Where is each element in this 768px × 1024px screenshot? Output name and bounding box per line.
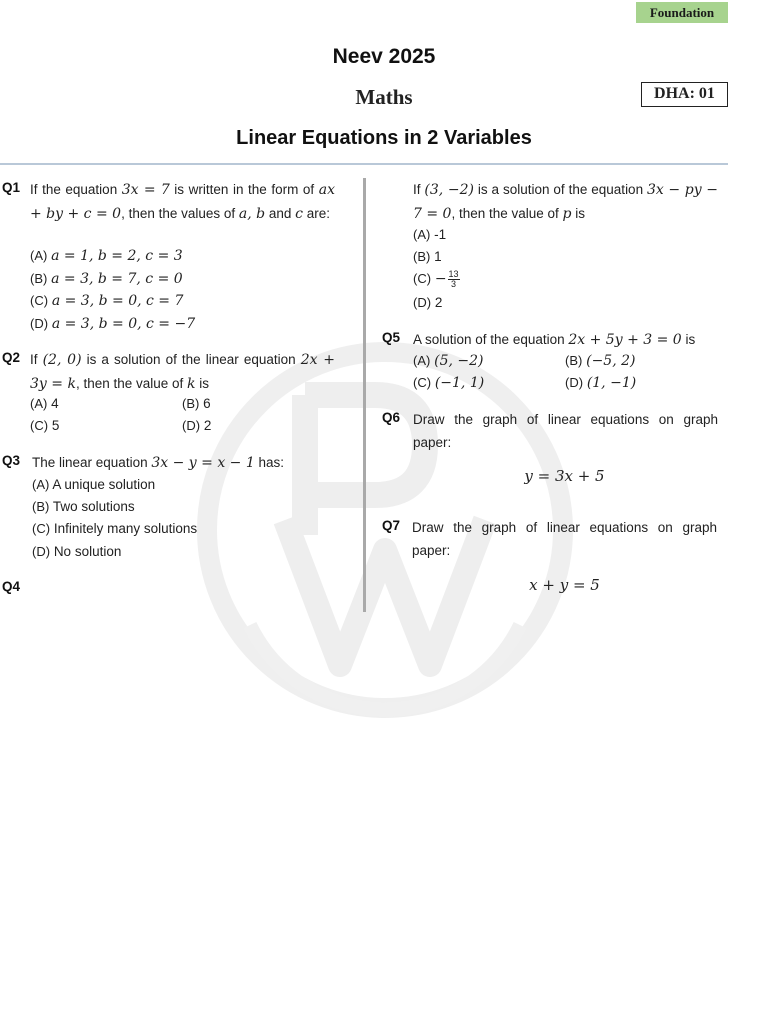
question-text: Draw the graph of linear equations on graph paper:	[413, 412, 718, 450]
question-4	[413, 180, 718, 315]
page-title: Neev 2025	[332, 45, 436, 68]
option-b: (B) 6	[182, 396, 211, 411]
header-divider	[0, 163, 728, 165]
question-text: If the equation 3x = 7 is written in the form of ax + by + c = 0, then the values of a, b and c are:	[30, 182, 335, 222]
option-a: (A) -1	[413, 227, 447, 242]
option-a: (A) A unique solution	[32, 477, 156, 492]
question-number: Q1	[2, 180, 21, 195]
level-badge: Foundation	[636, 2, 728, 23]
question-5	[382, 330, 722, 400]
option-d: (D) 2	[182, 418, 212, 433]
option-c: (C) 5	[30, 418, 60, 433]
option-a: (A) 4	[30, 396, 59, 411]
subject-heading: Maths	[355, 85, 413, 109]
option-c: (C) (−1, 1)	[413, 375, 485, 391]
graph-equation: x + y = 5	[529, 576, 600, 594]
sheet-code: DHA: 01	[641, 82, 728, 107]
option-d: (D) 2	[413, 295, 443, 310]
question-6	[382, 410, 722, 495]
option-c: (C) − $\frac{13}{3}$	[413, 268, 459, 289]
question-text: If (2, 0) is a solution of the linear equation 2x + 3y = k, then the value of k is	[30, 352, 336, 392]
question-number: Q5	[382, 330, 401, 345]
question-number: Q2	[2, 350, 21, 365]
option-d: (D) a = 3, b = 0, c = −7	[30, 316, 196, 332]
option-a: (A) (5, −2)	[413, 353, 484, 369]
question-number: Q4	[2, 579, 21, 594]
question-2	[2, 350, 335, 440]
question-text: A solution of the equation 2x + 5y + 3 = 0 is	[413, 332, 696, 348]
question-4-number	[2, 579, 32, 599]
option-c: (C) a = 3, b = 0, c = 7	[30, 293, 184, 309]
option-b: (B) 1	[413, 249, 442, 264]
question-3	[2, 453, 335, 563]
chapter-heading: Linear Equations in 2 Variables	[236, 127, 532, 149]
question-text: The linear equation 3x − y = x − 1 has:	[32, 455, 285, 471]
option-d: (D) (1, −1)	[565, 375, 637, 391]
question-number: Q3	[2, 453, 21, 468]
option-b: (B) Two solutions	[32, 499, 135, 514]
graph-equation: y = 3x + 5	[524, 467, 605, 485]
question-7	[382, 518, 722, 603]
option-b: (B) a = 3, b = 7, c = 0	[30, 271, 183, 287]
option-a: (A) a = 1, b = 2, c = 3	[30, 248, 183, 264]
option-b: (B) (−5, 2)	[565, 353, 636, 369]
question-text: If (3, −2) is a solution of the equation 3x − py − 7 = 0, then the value of p is	[413, 182, 718, 222]
option-d: (D) No solution	[32, 544, 122, 559]
question-number: Q6	[382, 410, 401, 425]
option-c: (C) Infinitely many solutions	[32, 521, 198, 536]
question-text: Draw the graph of linear equations on graph paper:	[412, 520, 717, 558]
question-1	[2, 180, 335, 340]
column-divider	[363, 178, 366, 612]
question-number: Q7	[382, 518, 401, 533]
